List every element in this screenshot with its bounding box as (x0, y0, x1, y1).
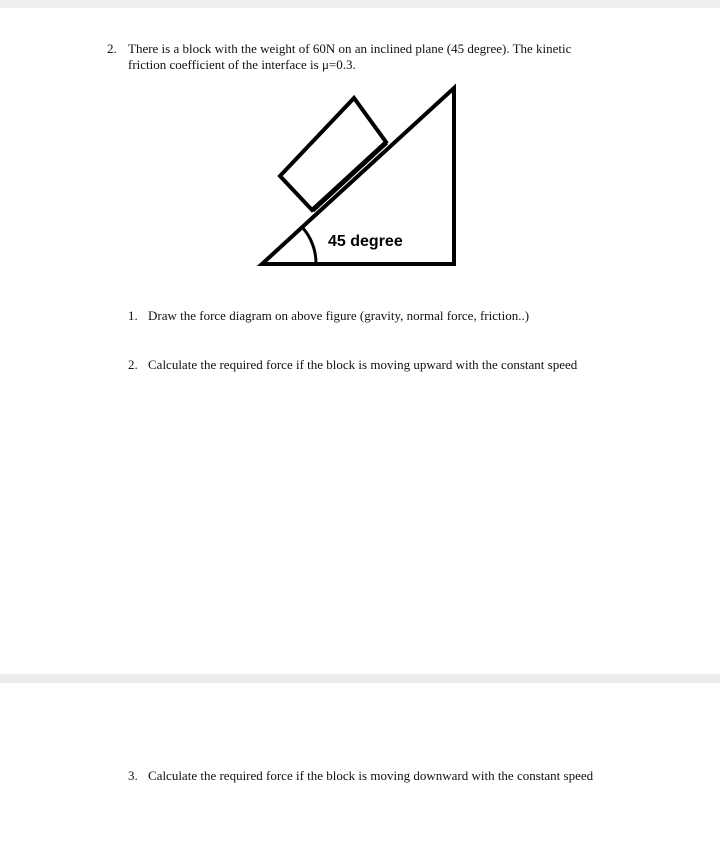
angle-arc (302, 227, 316, 264)
problem-line-2: friction coefficient of the interface is μ=0.3. (128, 57, 356, 72)
page-break (0, 674, 720, 683)
question-3-text: Calculate the required force if the block is moving downward with the constant speed (148, 768, 594, 783)
page-top-edge (0, 0, 720, 8)
question-2-number: 2. (128, 357, 138, 372)
problem-statement (128, 41, 648, 73)
problem-number: 2. (107, 41, 117, 56)
question-1-text: Draw the force diagram on above figure (gravity, normal force, friction..) (148, 308, 530, 323)
inclined-plane-diagram (250, 80, 470, 275)
question-3-number: 3. (128, 768, 138, 783)
angle-label: 45 degree (328, 233, 403, 250)
question-2-text: Calculate the required force if the block is moving upward with the constant speed (148, 357, 578, 372)
question-1-number: 1. (128, 308, 138, 323)
block (280, 98, 386, 210)
problem-line-1: There is a block with the weight of 60N on an inclined plane (45 degree). The kinetic (128, 41, 572, 56)
inclined-plane-figure (250, 80, 470, 275)
